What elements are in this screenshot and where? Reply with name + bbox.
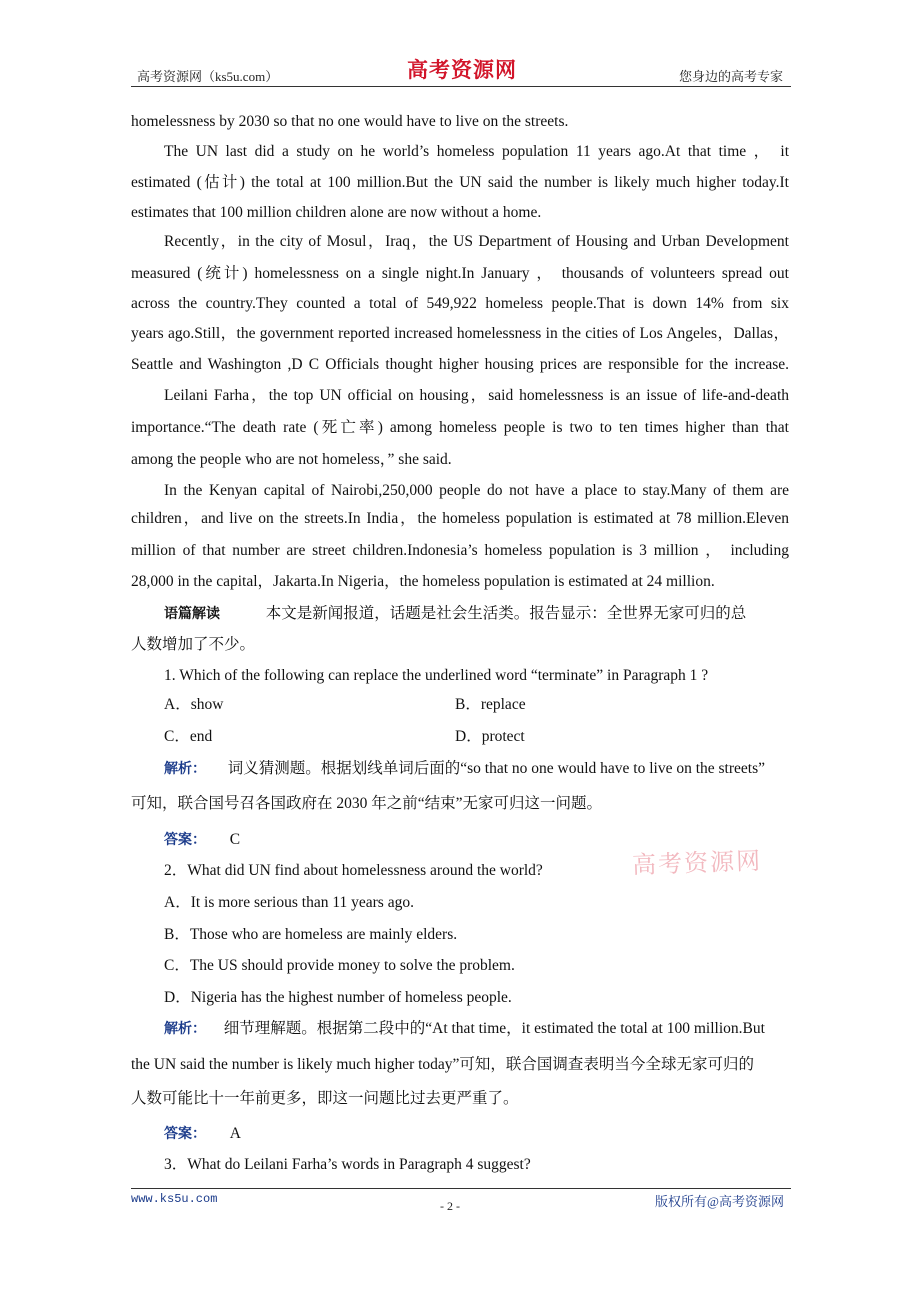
header-divider bbox=[131, 86, 791, 87]
q2-option-c: C．The US should provide money to solve the problem. bbox=[164, 957, 515, 974]
question-1-stem: 1. Which of the following can replace the underlined word “terminate” in Paragraph 1 ? bbox=[164, 667, 709, 684]
q2-explanation-line bbox=[164, 1019, 789, 1039]
passage-line: years ago.Still，the government reported increased homelessness in the cities of Los Angeles，Dallas， bbox=[131, 325, 789, 342]
question-2-stem: 2．What did UN find about homelessness around the world? bbox=[164, 862, 543, 879]
passage-line: In the Kenyan capital of Nairobi,250,000 people do not have a place to stay.Many of them are bbox=[164, 482, 789, 499]
page-number: - 2 - bbox=[440, 1199, 460, 1213]
passage-line: among the people who are not homeless，” she said. bbox=[131, 451, 452, 468]
q2-explanation-line: the UN said the number is likely much higher today”可知，联合国调查表明当今全球无家可归的 bbox=[131, 1056, 754, 1073]
passage-line: Recently，in the city of Mosul，Iraq，the US Department of Housing and Urban Development bbox=[164, 233, 789, 250]
q1-option-b: B．replace bbox=[455, 696, 526, 713]
q1-explanation-label: 解析： bbox=[164, 761, 206, 777]
watermark: 高考资源网 bbox=[631, 846, 763, 880]
q2-explanation-line: 人数可能比十一年前更多，即这一问题比过去更严重了。 bbox=[131, 1090, 519, 1107]
footer-divider bbox=[131, 1188, 791, 1189]
passage-line: estimates that 100 million children alone are now without a home. bbox=[131, 204, 542, 221]
q2-option-a: A．It is more serious than 11 years ago. bbox=[164, 894, 414, 911]
header-site-name: 高考资源网（ks5u.com） bbox=[137, 69, 279, 84]
q1-explanation-text: 词义猜测题。根据划线单词后面的“so that no one would have to live on the streets” bbox=[227, 760, 766, 777]
q2-answer-value: A bbox=[229, 1125, 241, 1142]
passage-line: million of that number are street children.Indonesia’s homeless population is 3 million ， including bbox=[131, 542, 789, 559]
q2-explanation-text: 细节理解题。根据第二段中的“At that time，it estimated the total at 100 million.But bbox=[223, 1020, 765, 1037]
passage-line: children，and live on the streets.In India，the homeless population is estimated at 78 million.Eleven bbox=[131, 510, 789, 527]
q2-answer-line bbox=[164, 1124, 789, 1144]
passage-line: estimated (估计) the total at 100 million.But the UN said the number is likely much higher today.It bbox=[131, 174, 789, 191]
passage-line: Seattle and Washington ,D C Officials thought higher housing prices are responsible for the increase. bbox=[131, 356, 789, 373]
passage-line: homelessness by 2030 so that no one would have to live on the streets. bbox=[131, 113, 569, 130]
q2-option-b: B．Those who are homeless are mainly elders. bbox=[164, 926, 458, 943]
footer-copyright: 版权所有@高考资源网 bbox=[655, 1194, 784, 1209]
q2-explanation-label: 解析： bbox=[164, 1021, 206, 1037]
page-header bbox=[131, 52, 791, 86]
q1-option-d: D．protect bbox=[455, 728, 525, 745]
q1-explanation-line bbox=[164, 759, 789, 779]
question-3-stem: 3．What do Leilani Farha’s words in Paragraph 4 suggest? bbox=[164, 1156, 531, 1173]
q1-explanation-line: 可知，联合国号召各国政府在 2030 年之前“结束”无家可归这一问题。 bbox=[131, 795, 603, 812]
passage-line: Leilani Farha，the top UN official on housing，said homelessness is an issue of life-and-death bbox=[164, 387, 789, 404]
passage-line: 28,000 in the capital，Jakarta.In Nigeria，the homeless population is estimated at 24 million. bbox=[131, 573, 715, 590]
q1-option-a: A．show bbox=[164, 696, 224, 713]
analysis-text: 本文是新闻报道，话题是社会生活类。报告显示：全世界无家可归的总 bbox=[265, 605, 747, 622]
header-slogan: 您身边的高考专家 bbox=[678, 69, 783, 84]
q1-option-c: C．end bbox=[164, 728, 213, 745]
footer-website-link[interactable]: www.ks5u.com bbox=[131, 1192, 218, 1206]
q1-answer-label: 答案： bbox=[164, 832, 206, 848]
header-logo: 高考资源网 bbox=[407, 57, 517, 82]
passage-line: importance.“The death rate (死亡率) among homeless people is two to ten times higher than that bbox=[131, 419, 789, 436]
analysis-line bbox=[164, 604, 789, 624]
q2-option-d: D．Nigeria has the highest number of homeless people. bbox=[164, 989, 512, 1006]
q2-answer-label: 答案： bbox=[164, 1126, 206, 1142]
analysis-label: 语篇解读 bbox=[164, 606, 220, 622]
passage-line: measured (统计) homelessness on a single night.In January ， thousands of volunteers spread out bbox=[131, 265, 789, 282]
passage-line: across the country.They counted a total of 549,922 homeless people.That is down 14% from six bbox=[131, 295, 789, 312]
q1-answer-value: C bbox=[229, 831, 241, 848]
passage-line: The UN last did a study on he world’s homeless population 11 years ago.At that time ， it bbox=[164, 143, 789, 160]
analysis-line: 人数增加了不少。 bbox=[131, 636, 256, 653]
